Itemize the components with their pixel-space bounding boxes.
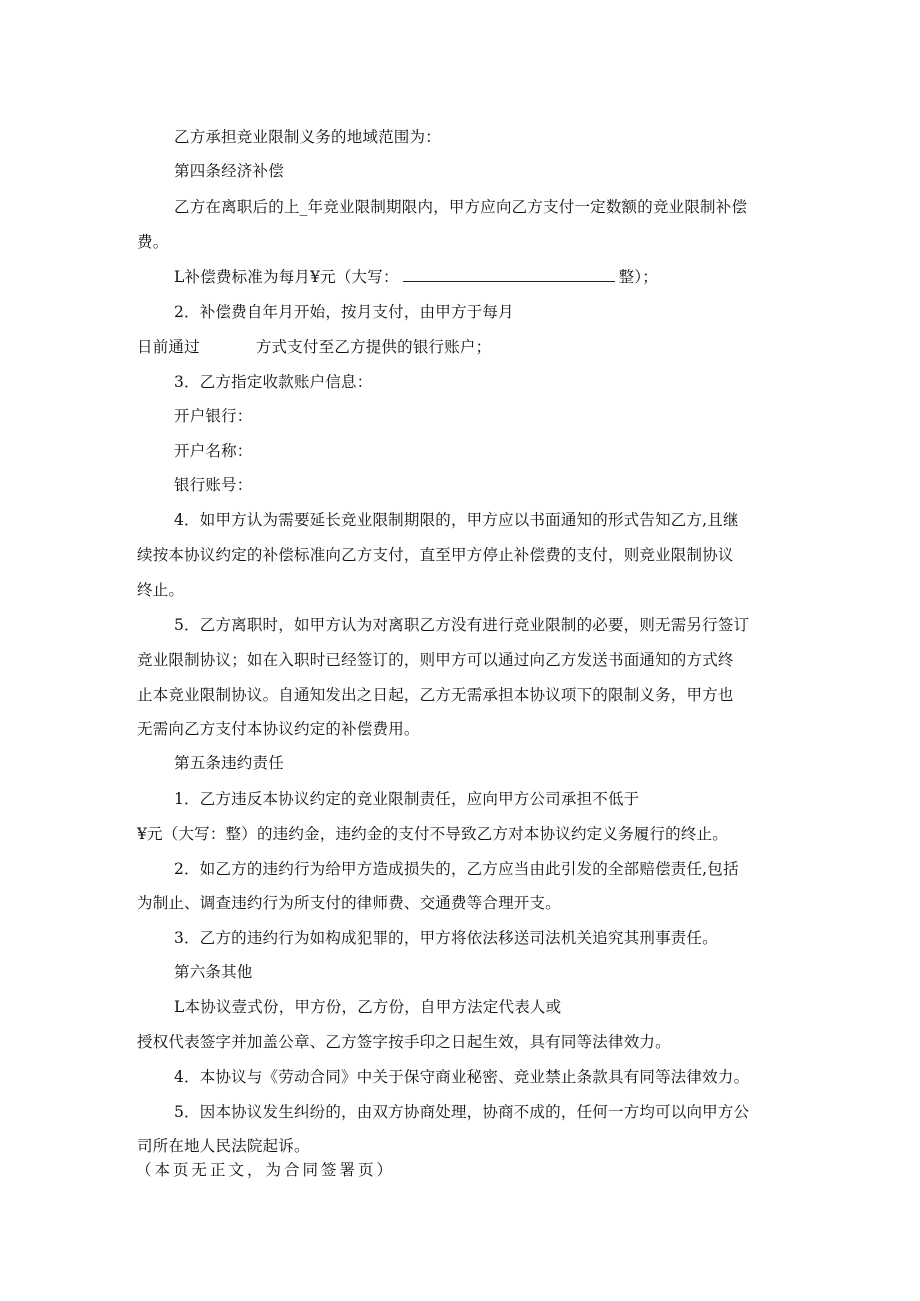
payment-method-prefix: 日前通过 [137,338,200,356]
paragraph-line: L本协议壹式份，甲方份，乙方份，自甲方法定代表人或 [174,998,562,1016]
paragraph-line: 乙方在离职后的上_年竞业限制期限内，甲方应向乙方支付一定数额的竞业限制补偿 [174,198,748,216]
paragraph-line: 无需向乙方支付本协议约定的补偿费用。 [137,720,420,738]
paragraph-line: 5．因本协议发生纠纷的，由双方协商处理，协商不成的，任何一方均可以向甲方公 [174,1103,750,1121]
paragraph-line: 4．如甲方认为需要延长竞业限制期限的，甲方应以书面通知的形式告知乙方,且继 [174,511,739,529]
payment-method-suffix: 方式支付至乙方提供的银行账户； [255,338,492,356]
paragraph-line: 司所在地人民法院起诉。 [137,1137,310,1155]
compensation-standard-suffix: 整）； [618,268,659,286]
article-4-heading: 第四条经济补偿 [174,162,284,180]
article-6-heading: 第六条其他 [174,963,253,981]
account-name-field: 开户名称： [174,442,253,460]
paragraph-line: 3．乙方指定收款账户信息： [174,373,373,391]
paragraph-line: 3．乙方的违约行为如构成犯罪的，甲方将依法移送司法机关追究其刑事责任。 [174,929,718,947]
article-5-heading: 第五条违约责任 [174,754,284,772]
paragraph-line: 止本竞业限制协议。自通知发出之日起，乙方无需承担本协议项下的限制义务，甲方也 [137,686,734,704]
blank-underline [403,266,615,282]
paragraph-line: 5．乙方离职时，如甲方认为对离职乙方没有进行竞业限制的必要，则无需另行签订 [174,616,750,634]
paragraph-line: 续按本协议约定的补偿标准向乙方支付，直至甲方停止补偿费的支付，则竞业限制协议 [137,546,734,564]
payment-method-line [137,336,807,358]
paragraph-line: 2．补偿费自年月开始，按月支付，由甲方于每月 [174,303,514,321]
paragraph-line: 2．如乙方的违约行为给甲方造成损失的，乙方应当由此引发的全部赔偿责任,包括 [174,860,739,878]
paragraph-line: 费。 [137,233,169,251]
compensation-standard-text: L补偿费标准为每月¥元（大写： [174,268,399,286]
paragraph-line: 4．本协议与《劳动合同》中关于保守商业秘密、竞业禁止条款具有同等法律效力。 [174,1068,750,1086]
paragraph-line: 终止。 [137,581,185,599]
account-number-field: 银行账号： [174,476,253,494]
compensation-standard-line [174,266,814,288]
paragraph-line: 竞业限制协议；如在入职时已经签订的，则甲方可以通过向乙方发送书面通知的方式终 [137,651,734,669]
signature-page-note: （本页无正文，为合同签署页） [136,1161,396,1179]
region-scope-line: 乙方承担竞业限制义务的地域范围为： [174,128,441,146]
paragraph-line: 授权代表签字并加盖公章、乙方签字按手印之日起生效，具有同等法律效力。 [137,1033,671,1051]
bank-name-field: 开户银行： [174,407,253,425]
paragraph-line: 为制止、调查违约行为所支付的律师费、交通费等合理开支。 [137,894,561,912]
paragraph-line: 1．乙方违反本协议约定的竞业限制责任，应向甲方公司承担不低于 [174,790,640,808]
paragraph-line: ¥元（大写：整）的违约金，违约金的支付不导致乙方对本协议约定义务履行的终止。 [137,825,728,843]
